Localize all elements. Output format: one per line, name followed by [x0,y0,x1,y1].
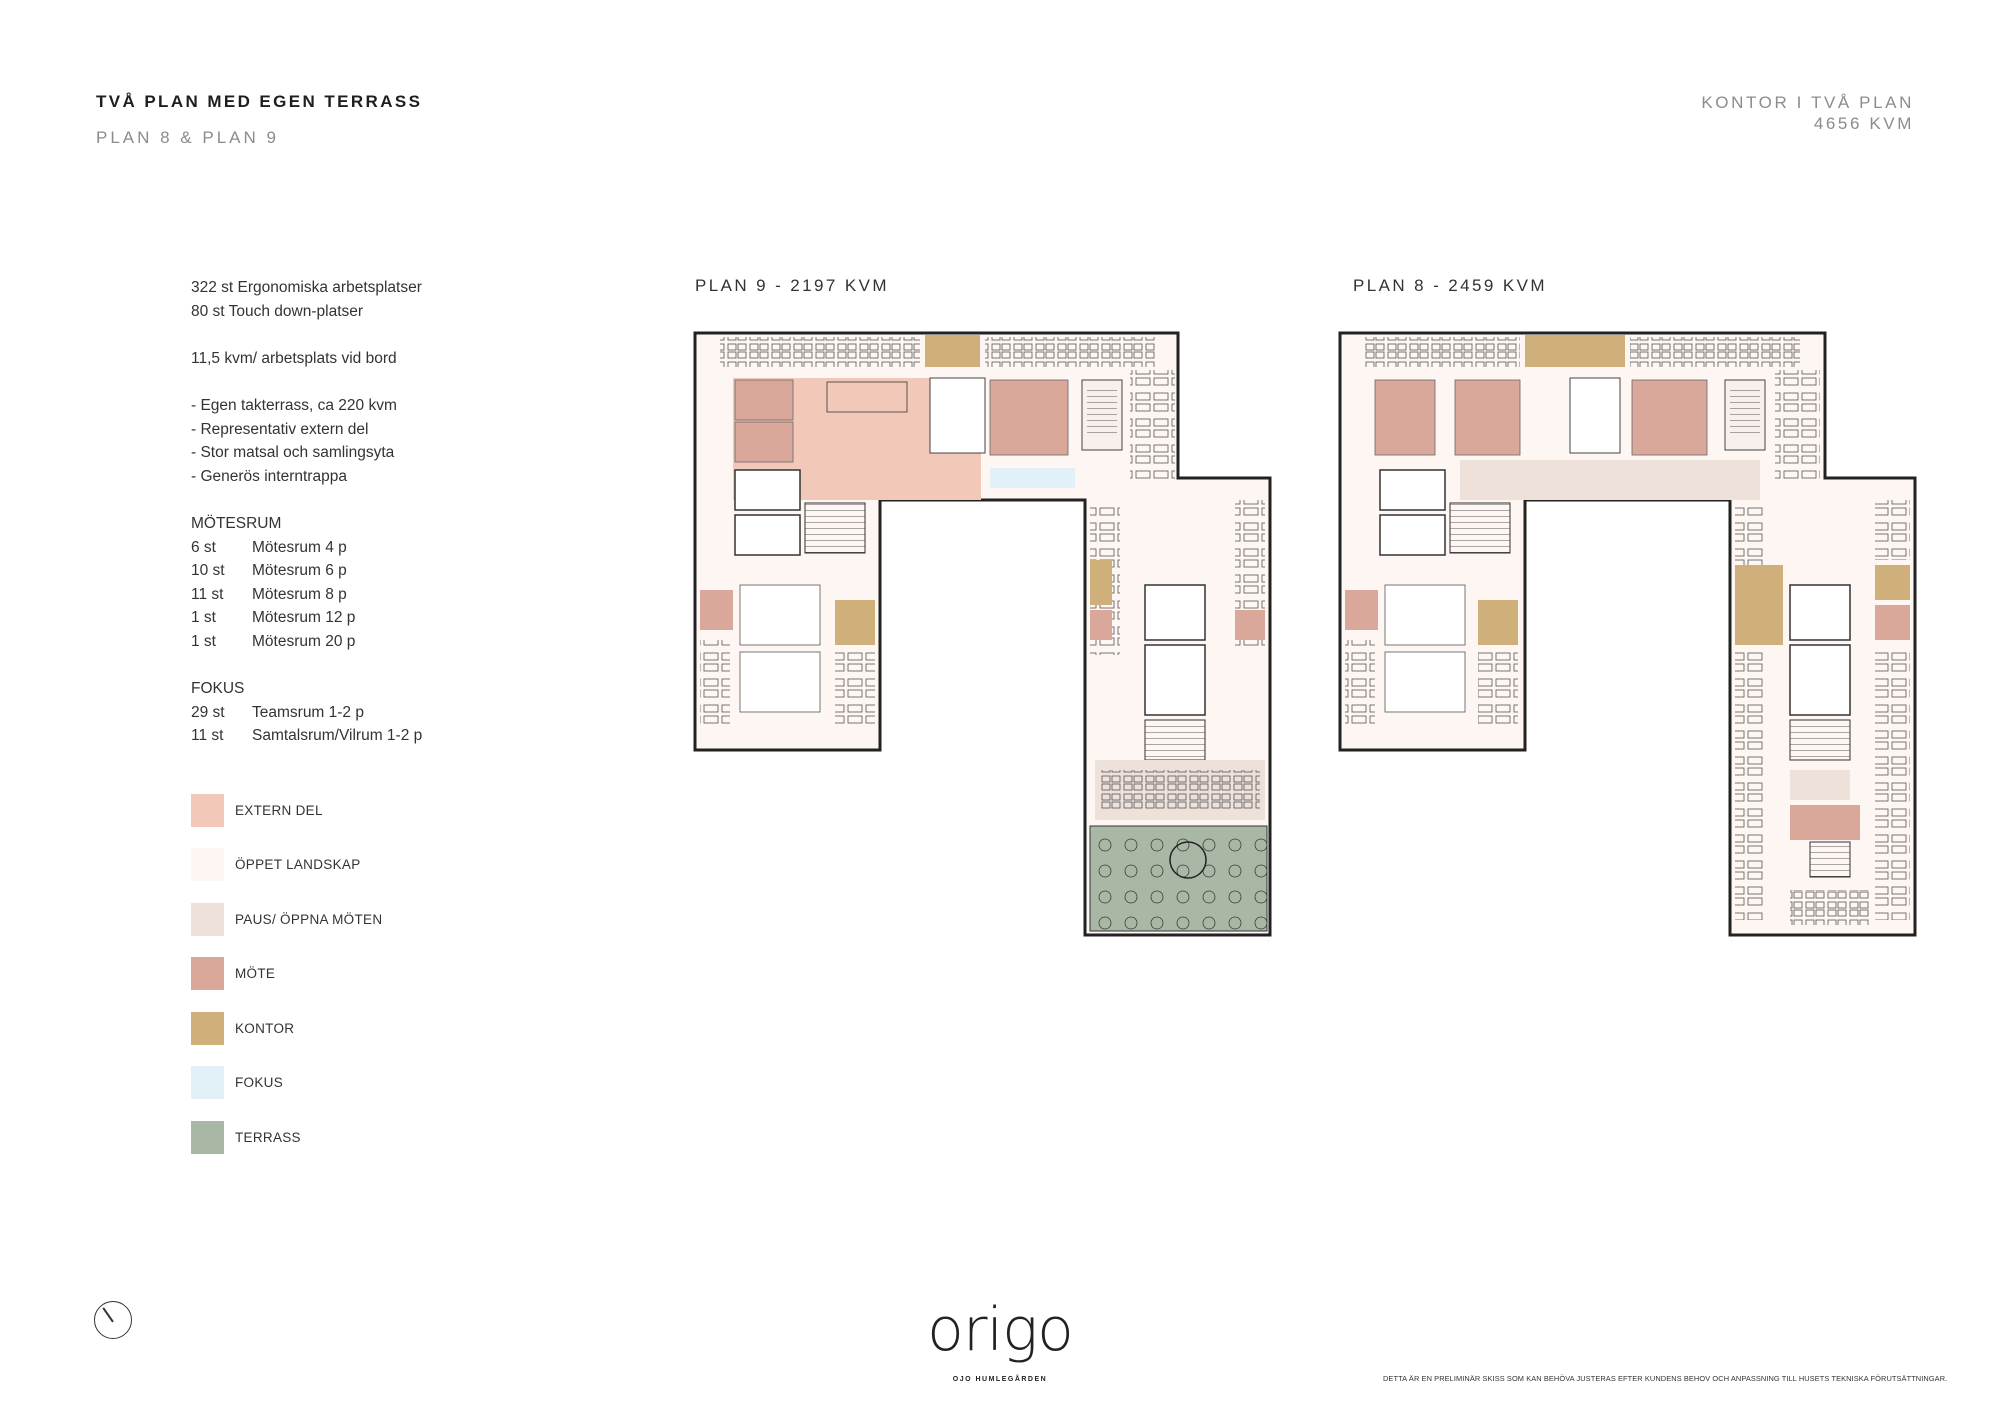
plan9-label: PLAN 9 - 2197 KVM [695,276,889,295]
meeting-row: 10 st Mötesrum 6 p [191,562,347,580]
focus-row: 11 st Samtalsrum/Vilrum 1-2 p [191,727,423,745]
meeting-heading: MÖTESRUM [191,514,282,532]
legend-item-extern: EXTERN DEL [191,792,382,828]
focus-row: 29 st Teamsrum 1-2 p [191,703,364,721]
focus-heading: FOKUS [191,680,245,698]
meeting-row: 1 st Mötesrum 12 p [191,609,356,627]
meeting-row: 1 st Mötesrum 20 p [191,632,356,650]
plan9-floorplan [695,333,1270,935]
area-per-desk-text: 11,5 kvm/ arbetsplats vid bord [191,349,397,367]
feature-item: - Egen takterrass, ca 220 kvm [191,396,397,414]
page-subtitle: PLAN 8 & PLAN 9 [96,128,279,147]
meeting-row: 11 st Mötesrum 8 p [191,585,347,603]
meeting-row: 6 st Mötesrum 4 p [191,538,347,556]
compass-icon [94,1301,132,1339]
plan8-label: PLAN 8 - 2459 KVM [1353,276,1547,295]
legend-item-mote: MÖTE [191,956,382,992]
legend-item-kontor: KONTOR [191,1010,382,1046]
origo-logo [920,1295,1080,1383]
logo-wordmark: origo [927,1295,1073,1365]
workstations-text: 322 st Ergonomiska arbetsplatser [191,279,422,296]
touchdown-text: 80 st Touch down-platser [191,302,364,320]
summary-line-1: KONTOR I TVÅ PLAN [1701,93,1914,112]
summary-line-2: 4656 KVM [1813,114,1914,133]
legend-item-fokus: FOKUS [191,1065,382,1101]
logo-subtitle: OJO HUMLEGÅRDEN [952,1376,1048,1383]
disclaimer-text: DETTA ÄR EN PRELIMINÄR SKISS SOM KAN BEHÖVA JUSTERAS EFTER KUNDENS BEHOV OCH ANPASSNING TILL HUSETS TEKNISKA FÖRUTSÄTTNINGAR. [1383,1374,1948,1383]
legend-item-terrass: TERRASS [191,1119,382,1155]
feature-item: - Stor matsal och samlingsyta [191,444,395,462]
feature-item: - Representativ extern del [191,420,369,438]
plan8-floorplan [1340,333,1915,935]
feature-item: - Generös interntrappa [191,467,347,485]
page-title: TVÅ PLAN MED EGEN TERRASS [96,92,423,111]
legend-item-paus: PAUS/ ÖPPNA MÖTEN [191,901,382,937]
legend-item-oppet: ÖPPET LANDSKAP [191,847,382,883]
